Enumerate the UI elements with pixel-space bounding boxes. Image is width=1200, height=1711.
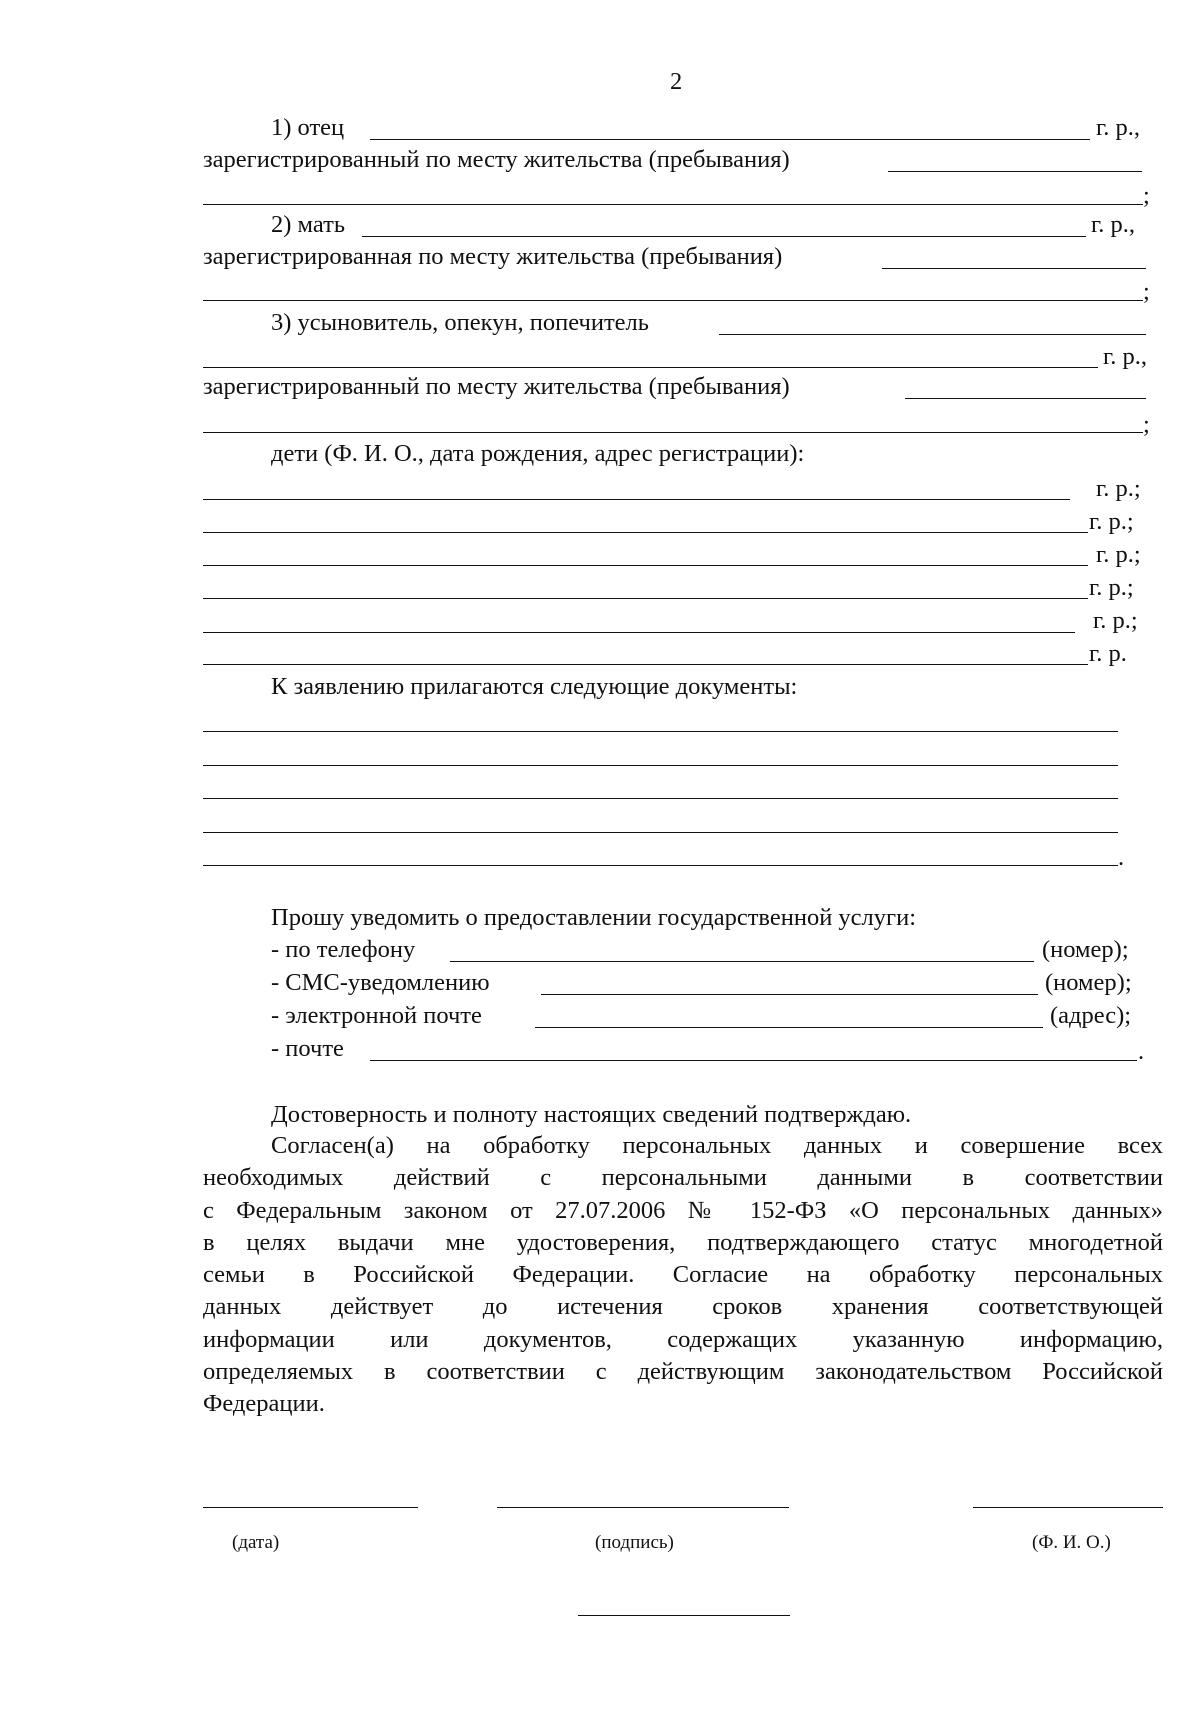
signature-caption: (подпись) <box>595 1532 674 1553</box>
guardian-address-field-2[interactable] <box>203 432 1143 433</box>
guardian-line-end: ; <box>1143 411 1150 438</box>
child-suffix-3: г. р.; <box>1096 541 1141 568</box>
document-field-5[interactable] <box>203 865 1118 866</box>
guardian-name-field-1[interactable] <box>719 334 1146 335</box>
guardian-name-field-2[interactable] <box>203 367 1098 368</box>
mother-line-end: ; <box>1143 278 1150 305</box>
mother-birth-year-suffix: г. р., <box>1091 211 1136 238</box>
father-address-field-2[interactable] <box>203 204 1143 205</box>
consent-line: Согласен(а) на обработку персональных данных и совершение всех <box>271 1132 1163 1159</box>
guardian-label: 3) усыновитель, опекун, попечитель <box>271 309 649 336</box>
document-field-1[interactable] <box>203 731 1118 732</box>
mother-registered-label: зарегистрированная по месту жительства (пребывания) <box>203 243 783 270</box>
post-address-field[interactable] <box>370 1060 1137 1061</box>
document-field-2[interactable] <box>203 765 1118 766</box>
notify-email-unit: (адрес); <box>1050 1002 1132 1029</box>
consent-line: с Федеральным законом от 27.07.2006 № 152-ФЗ «О персональных данных» <box>203 1196 1163 1224</box>
notify-heading: Прошу уведомить о предоставлении государственной услуги: <box>271 904 917 931</box>
guardian-registered-label: зарегистрированный по месту жительства (пребывания) <box>203 373 790 400</box>
child-suffix-6: г. р. <box>1089 640 1127 667</box>
email-address-field[interactable] <box>535 1027 1043 1028</box>
date-caption: (дата) <box>232 1532 280 1553</box>
page-number: 2 <box>670 68 683 95</box>
mother-name-field[interactable] <box>362 236 1086 237</box>
child-suffix-5: г. р.; <box>1093 607 1138 634</box>
sms-number-field[interactable] <box>541 994 1038 995</box>
bottom-rule <box>578 1615 790 1616</box>
notify-email-label: - электронной почте <box>271 1002 482 1029</box>
confirmation-text: Достоверность и полноту настоящих сведений подтверждаю. <box>271 1101 912 1128</box>
child-field-6[interactable] <box>203 664 1088 665</box>
guardian-birth-year-suffix: г. р., <box>1103 343 1148 370</box>
notify-sms-unit: (номер); <box>1045 969 1132 996</box>
notify-post-label: - почте <box>271 1035 344 1062</box>
full-name-signature-field[interactable] <box>973 1507 1163 1508</box>
consent-line: Федерации. <box>203 1390 325 1418</box>
consent-line: семьи в Российской Федерации. Согласие на обработку персональных <box>203 1261 1163 1289</box>
documents-heading: К заявлению прилагаются следующие документы: <box>271 673 798 700</box>
signature-field[interactable] <box>497 1507 789 1508</box>
document-field-4[interactable] <box>203 832 1118 833</box>
consent-line: информации или документов, содержащих указанную информацию, <box>203 1325 1163 1353</box>
child-suffix-1: г. р.; <box>1096 475 1141 502</box>
consent-paragraph <box>203 1130 1163 1421</box>
father-line-end: ; <box>1143 182 1150 209</box>
consent-line: определяемых в соответствии с действующим законодательством Российской <box>203 1358 1163 1386</box>
consent-line: необходимых действий с персональными данными в соответствии <box>203 1164 1163 1192</box>
mother-address-field-2[interactable] <box>203 300 1143 301</box>
mother-address-field-1[interactable] <box>882 268 1146 269</box>
date-signature-field[interactable] <box>203 1507 418 1508</box>
mother-label: 2) мать <box>271 211 345 238</box>
father-label: 1) отец <box>271 114 345 141</box>
child-field-1[interactable] <box>203 499 1070 500</box>
notify-phone-unit: (номер); <box>1042 936 1129 963</box>
father-registered-label: зарегистрированный по месту жительства (пребывания) <box>203 146 790 173</box>
child-field-5[interactable] <box>203 632 1075 633</box>
child-suffix-4: г. р.; <box>1089 574 1134 601</box>
document-field-3[interactable] <box>203 798 1118 799</box>
notify-phone-label: - по телефону <box>271 936 416 963</box>
child-field-2[interactable] <box>203 532 1088 533</box>
children-heading: дети (Ф. И. О., дата рождения, адрес регистрации): <box>271 440 805 467</box>
phone-number-field[interactable] <box>450 961 1034 962</box>
documents-end-mark: . <box>1118 844 1125 871</box>
father-name-field[interactable] <box>370 139 1090 140</box>
child-suffix-2: г. р.; <box>1089 508 1134 535</box>
father-birth-year-suffix: г. р., <box>1096 114 1141 141</box>
full-name-caption: (Ф. И. О.) <box>1032 1532 1111 1553</box>
notify-sms-label: - СМС-уведомлению <box>271 969 490 996</box>
child-field-4[interactable] <box>203 598 1088 599</box>
guardian-address-field-1[interactable] <box>905 398 1146 399</box>
father-address-field-1[interactable] <box>888 171 1142 172</box>
child-field-3[interactable] <box>203 565 1088 566</box>
notify-post-end: . <box>1138 1038 1145 1065</box>
consent-line: данных действует до истечения сроков хранения соответствующей <box>203 1293 1163 1321</box>
consent-line: в целях выдачи мне удостоверения, подтверждающего статус многодетной <box>203 1228 1163 1256</box>
